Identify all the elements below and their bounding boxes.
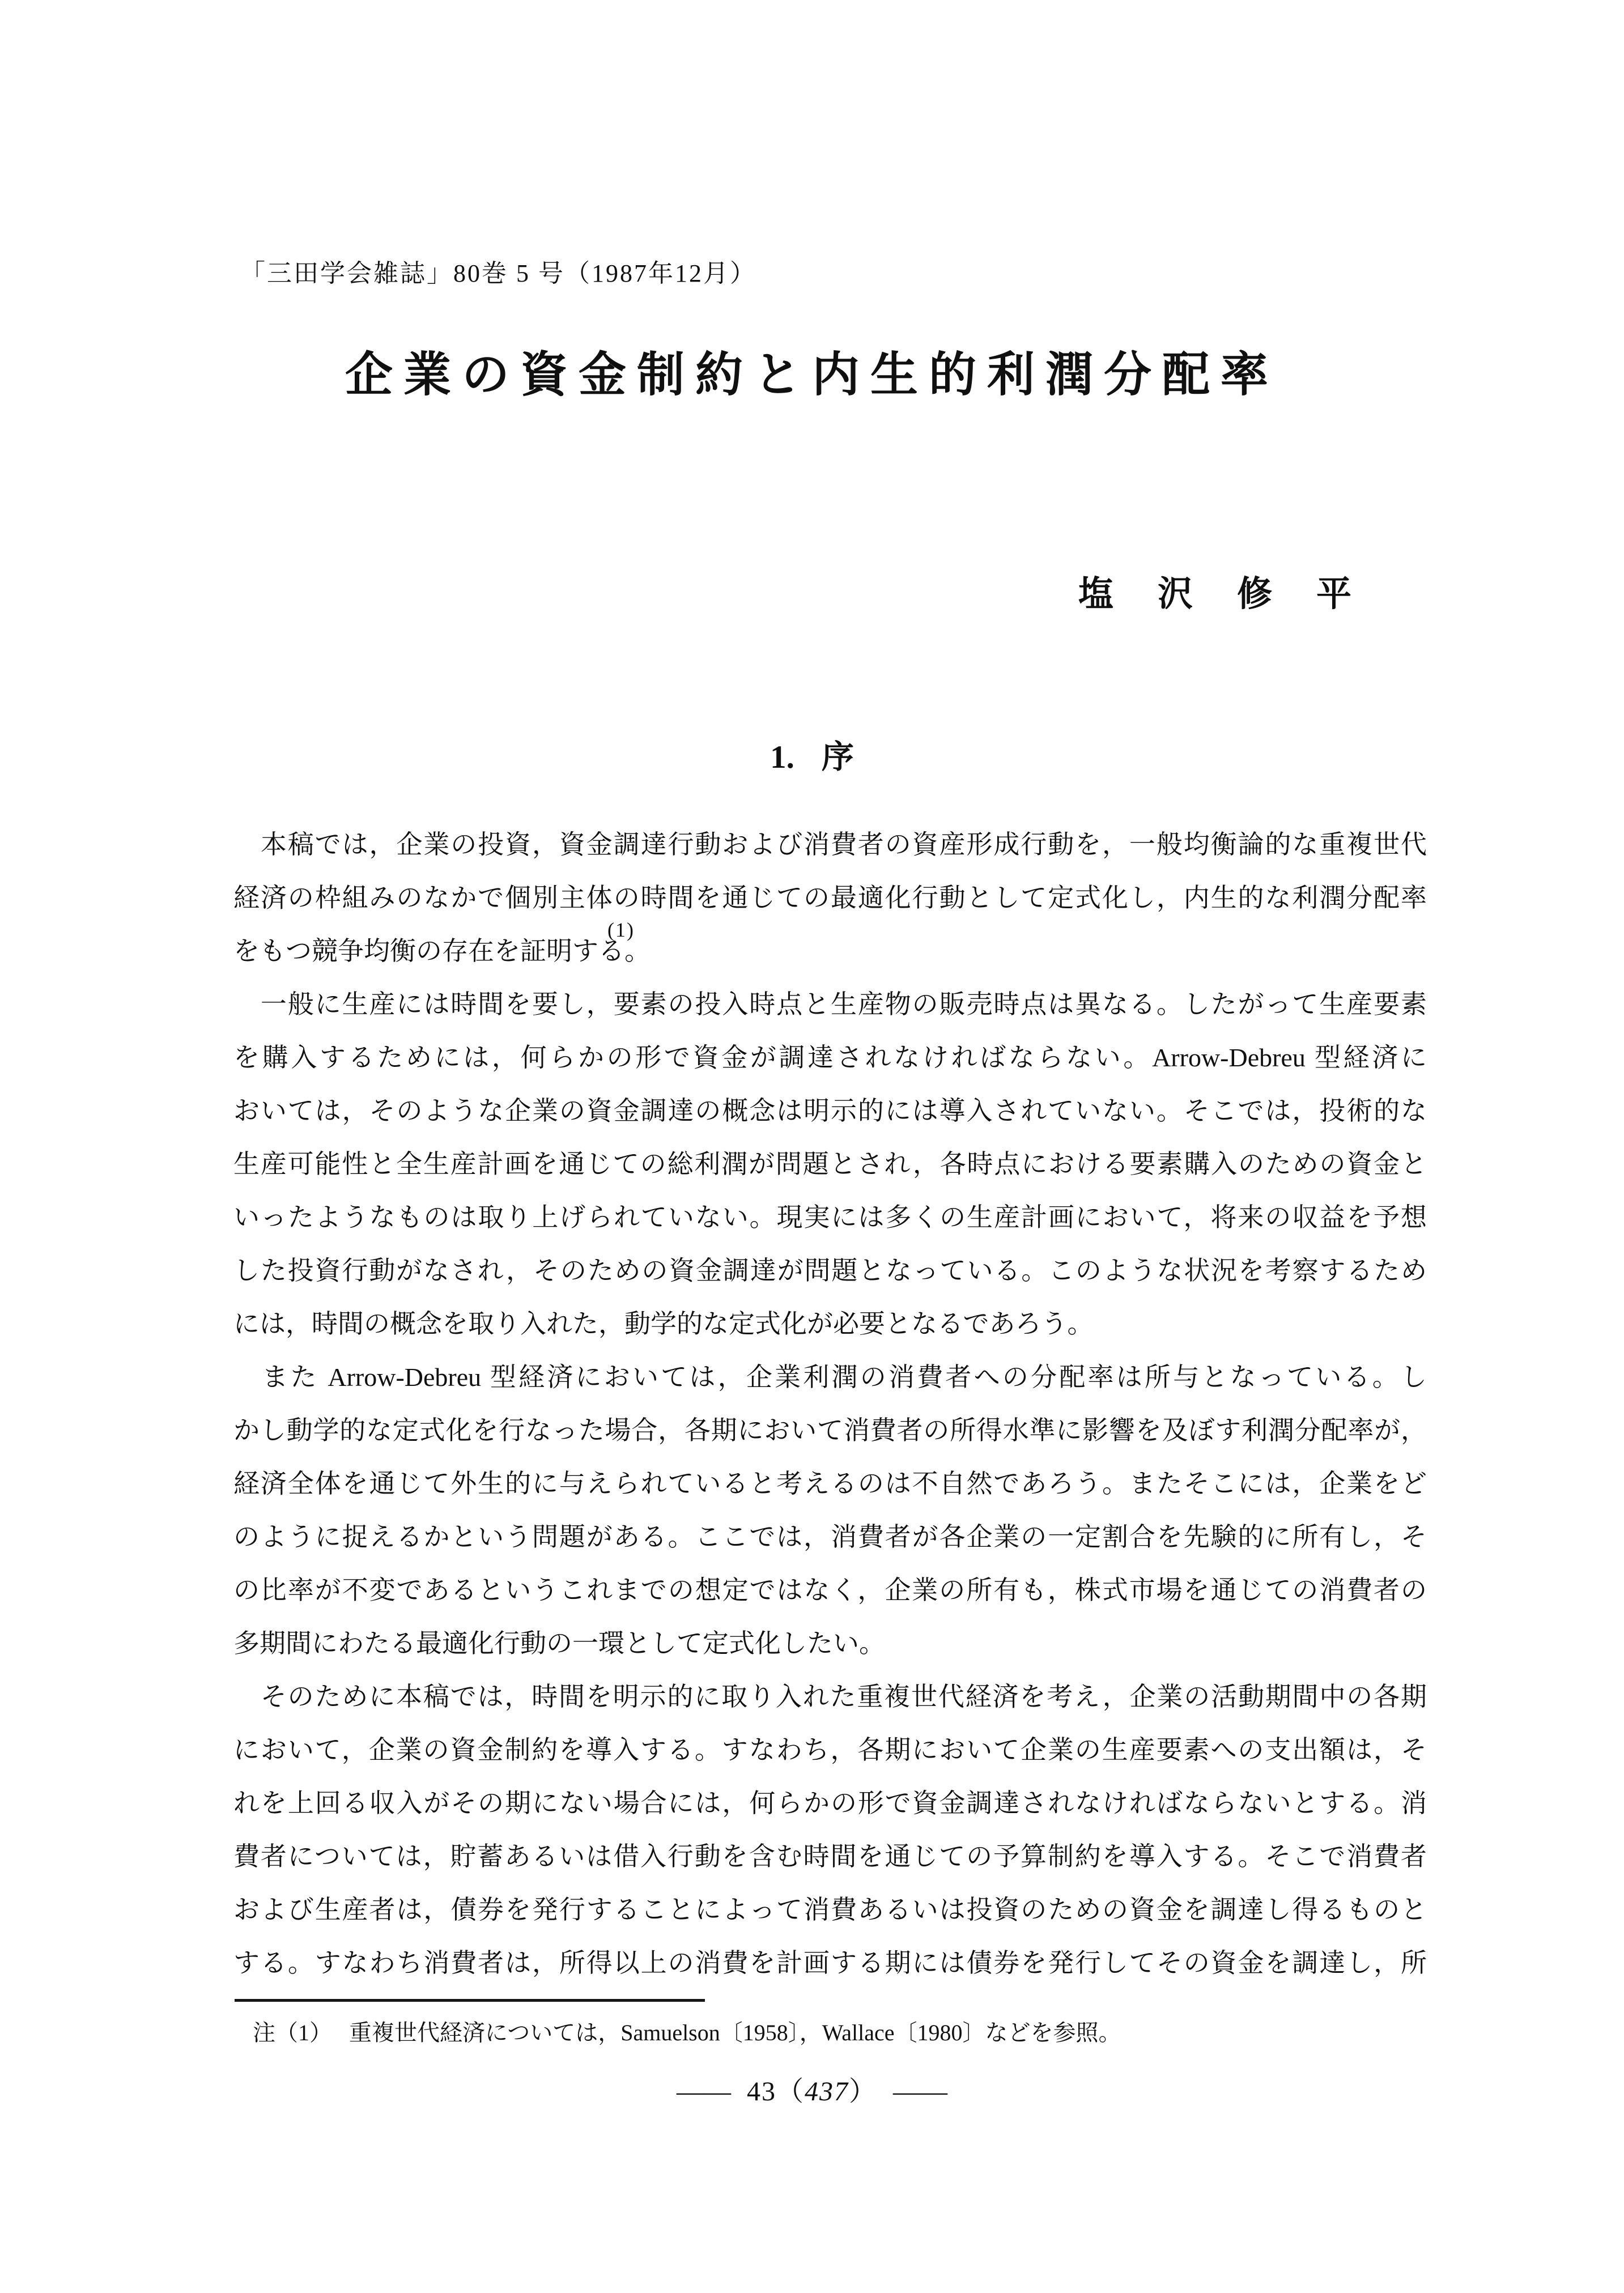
body-line-6: おいては，そのような企業の資金調達の概念は明示的には導入されていない。そこでは，投術的な xyxy=(233,1096,1427,1125)
body-line-15: の比率が不変であるというこれまでの想定ではなく，企業の所有も，株式市場を通じての消費者の xyxy=(233,1576,1427,1605)
paper-title: 企業の資金制約と内生的利潤分配率 xyxy=(345,349,1279,402)
body-line-17: そのために本稿では，時間を明示的に取り入れた重複世代経済を考え，企業の活動期間中の各期 xyxy=(233,1682,1427,1711)
footnote-text: 重複世代経済については，Samuelson〔1958〕，Wallace〔1980〕などを参照。 xyxy=(349,2020,1121,2045)
body-line-3-tail: る。 xyxy=(598,937,651,965)
body-line-5: を購入するためには，何らかの形で資金が調達されなければならない。Arrow-Debreu 型経済に xyxy=(233,1043,1427,1072)
footnote xyxy=(253,2015,1121,2047)
footer-page-number: 43 xyxy=(746,2077,776,2107)
section-title: 序 xyxy=(821,739,854,775)
body-line-8: いったようなものは取り上げられていない。現実には多くの生産計画において，将来の収益を予想 xyxy=(233,1203,1427,1232)
footnote-label: 注（1） xyxy=(253,2020,332,2045)
body-line-7: 生産可能性と全生産計画を通じての総利潤が問題とされ，各時点における要素購入のための資金と xyxy=(233,1150,1427,1179)
footer-paren-close: ） xyxy=(849,2077,878,2107)
journal-citation: 「三田学会雑誌」80巻 5 号（1987年12月） xyxy=(240,259,756,287)
body-line-22: する。すなわち消費者は，所得以上の消費を計画する期には債券を発行してその資金を調達し，所 xyxy=(233,1949,1427,1977)
body-line-4: 一般に生産には時間を要し，要素の投入時点と生産物の販売時点は異なる。したがって生産要素 xyxy=(233,990,1427,1019)
body-line-13: 経済全体を通じて外生的に与えられていると考えるのは不自然であろう。またそこには，企業をど xyxy=(233,1469,1427,1498)
body-line-16: 多期間にわたる最適化行動の一環として定式化したい。 xyxy=(233,1629,885,1658)
body-line-1: 本稿では，企業の投資，資金調達行動および消費者の資産形成行動を，一般均衡論的な重複世代 xyxy=(233,830,1427,859)
body-line-10: には，時間の概念を取り入れた，動学的な定式化が必要となるであろう。 xyxy=(233,1309,1094,1338)
section-number: 1. xyxy=(770,739,794,775)
footer-dash-left: —— xyxy=(676,2077,731,2107)
footer-paren-open: （ xyxy=(776,2077,805,2107)
body-text xyxy=(233,818,1427,1990)
body-line-11: また Arrow-Debreu 型経済においては，企業利潤の消費者への分配率は所与となっている。し xyxy=(233,1363,1427,1392)
body-line-21: および生産者は，債券を発行することによって消費あるいは投資のための資金を調達し得るものと xyxy=(233,1895,1427,1924)
page-footer xyxy=(0,2069,1624,2108)
footer-page-alt: 437 xyxy=(805,2077,849,2107)
body-line-9: した投資行動がなされ，そのための資金調達が問題となっている。このような状況を考察するため xyxy=(233,1256,1427,1285)
body-line-19: れを上回る収入がその期にない場合には，何らかの形で資金調達されなければならないとする。消 xyxy=(233,1789,1427,1818)
body-line-3: をもつ競争均衡の存在を証明す (1) る。 xyxy=(233,918,651,965)
body-line-20: 費者については，貯蓄あるいは借入行動を含む時間を通じての予算制約を導入する。そこで消費者 xyxy=(233,1842,1427,1871)
body-line-12: かし動学的な定式化を行なった場合，各期において消費者の所得水準に影響を及ぼす利潤分配率が， xyxy=(233,1416,1427,1445)
footer-dash-right: —— xyxy=(893,2077,948,2107)
footnote-rule xyxy=(235,1999,705,2002)
body-line-14: のように捉えるかという問題がある。ここでは，消費者が各企業の一定割合を先験的に所有し，そ xyxy=(233,1522,1427,1551)
author-name: 塩 沢 修 平 xyxy=(1078,575,1356,614)
body-line-18: において，企業の資金制約を導入する。すなわち，各期において企業の生産要素への支出額は，そ xyxy=(233,1735,1427,1764)
body-line-3-text: をもつ競争均衡の存在を証明す xyxy=(233,937,598,965)
section-heading xyxy=(0,731,1624,777)
body-line-2: 経済の枠組みのなかで個別主体の時間を通じての最適化行動として定式化し，内生的な利潤分配率 xyxy=(233,883,1427,912)
